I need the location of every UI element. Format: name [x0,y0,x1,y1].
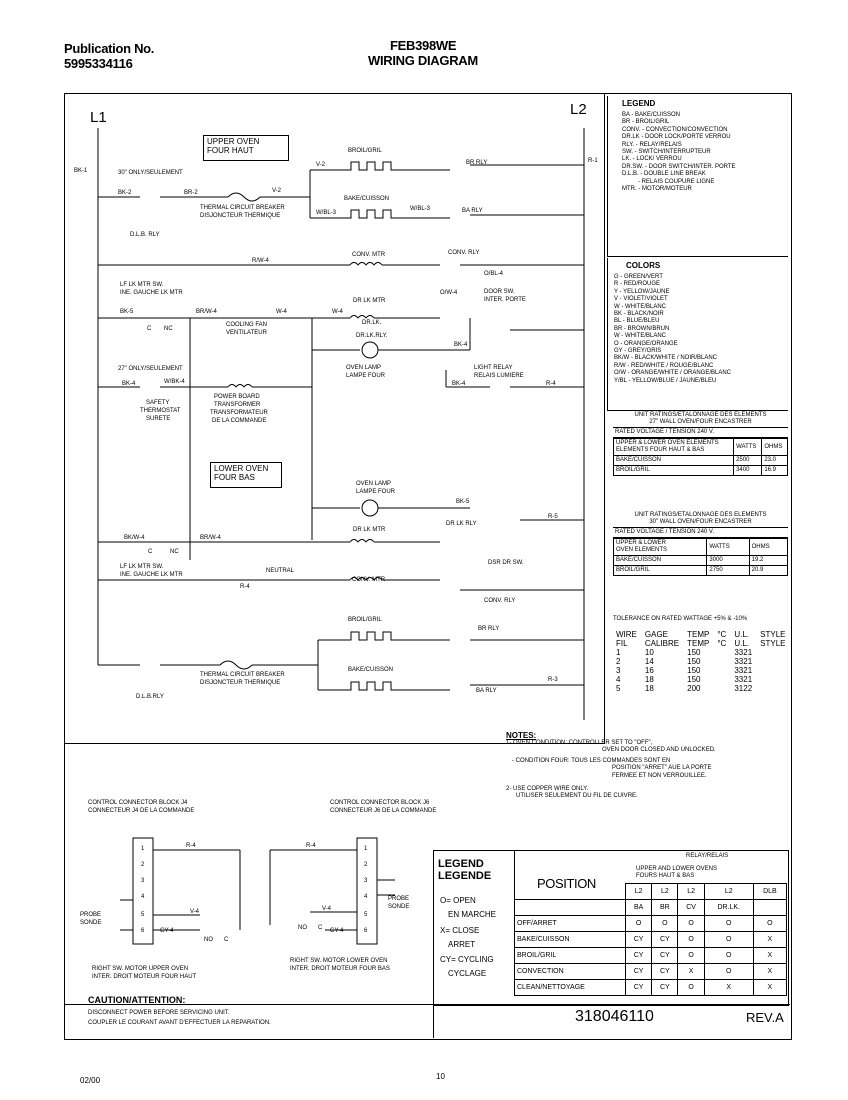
light-relay-label: LIGHT RELAY [474,365,513,371]
color-item: BL - BLUE/BLEU [614,318,660,325]
wire-label: W-4 [332,309,343,315]
table-row: 1 10 150 3321 [616,648,753,657]
wire-label: R/W-4 [252,258,269,264]
br-relay-label: BR RLY [466,160,488,166]
part-number: 318046110 [575,1008,654,1025]
legend-2-item: CY= CYCLING [440,955,494,964]
ratings-30-subtitle: 30" WALL OVEN/FOUR ENCASTRER [649,519,752,526]
table-row: 2 14 150 3321 [616,657,753,666]
publication-label: Publication No. [64,41,155,56]
terminal-label: 5 [364,912,368,918]
note-line: FERMEE ET NON VERROUILLEE. [612,772,707,779]
right-switch-lower-label: RIGHT SW. MOTOR LOWER OVEN [290,958,388,964]
caution-title: CAUTION/ATTENTION: [88,995,186,1005]
note-line: POSITION "ARRET" AUE LA PORTE [612,765,712,772]
legend-item: CONV. - CONVECTION/CONVECTION [622,126,728,133]
position-label: POSITION [537,876,596,891]
power-board-label: POWER BOARD [214,394,260,400]
ratings-27-block [613,412,788,476]
legend-item: MTR. - MOTOR/MOTEUR [622,186,692,193]
wire-label: R-4 [306,843,316,849]
wire-spec-table: WIRE GAGE TEMP °C U.L. STYLE FIL CALIBRE TEMP °C U.L. STYLE 1 10 150 3321 2 14 150 3321 3 16 150 3321 4 18 150 3321 5 18 200 3122 [612,630,789,693]
color-item: O/W - ORANGE/WHITE / ORANGE/BLANC [614,370,732,377]
relay-subtitle: UPPER AND LOWER OVENS [636,866,718,872]
page-number: 10 [436,1072,445,1081]
model-number: FEB398WE [390,38,457,53]
wire-label: R-5 [548,514,558,520]
position-table: L2 L2 L2 L2 DLB BA BR CV DR.LK. OFF/ARRET O O O O O BAKE/CUISSON CY CY O O X BROIL/GRIL CY CY O O X CONVECTION CY CY X O X CLEAN/NETTOYAGE CY CY O X X [514,883,787,996]
note-line: 1- OVEN CONDITION: CONTROLLER SET TO "OFF", [506,740,653,746]
wire-label: W/BK-4 [164,379,185,385]
probe-2-label: PROBE [388,896,410,902]
transformer-label: TRANSFORMER [214,402,261,408]
twenty7-only-label: 27" ONLY/SEULEMENT [118,366,183,372]
ratings-30-table [613,538,788,576]
wire-label: BK-1 [74,168,88,174]
table-row: OFF/ARRET O O O O O [515,916,787,932]
legend-panel [607,96,788,257]
ratings-30-col1b: OVEN ELEMENTS [616,547,668,554]
colors-title: COLORS [626,261,661,270]
surete-label: SURETE [146,416,171,422]
footer-date: 02/00 [80,1076,101,1085]
wire-label: V-4 [190,909,200,915]
conv-motor-2-label: CONV. MTR [352,577,386,583]
lower-bake-element-label: BAKE/CUISSON [348,667,394,673]
color-item: Y - YELLOW/JAUNE [614,288,670,295]
note-line: - CONDITION FOUR: TOUS LES COMMANDES SONT EN [512,757,671,764]
wire-label: BK/W-4 [124,535,145,541]
neutral-label: NEUTRAL [266,568,295,574]
table-row: 4 18 150 3321 [616,675,753,684]
table-row: BROIL/GRIL 3400 16.9 [614,466,788,476]
ratings-27-voltage: RATED VOLTAGE / TENSION 240 V. [613,427,788,438]
notes-title: NOTES: [506,731,537,740]
note-line: 2- USE COPPER WIRE ONLY. [506,786,589,793]
notes-block [506,731,716,801]
nc-contact-2-label: NC [170,549,179,555]
bake-element-label: BAKE/CUISSON [344,196,390,202]
connector-j6-label: CONTROL CONNECTOR BLOCK J6 [330,800,430,806]
connector-j4-fr-label: CONNECTEUR J4 DE LA COMMANDE [88,808,195,814]
right-switch-lower-fr-label: INTER. DROIT MOTEUR FOUR BAS [290,966,390,972]
legend-item: SW. - SWITCH/INTERRUPTEUR [622,149,711,156]
wire-label: W/BL-3 [316,210,337,216]
drlk-relay-label: DR.LK.RLY. [356,333,388,339]
wire-label: BK-4 [454,342,468,348]
wire-label: R-4 [186,843,196,849]
diagram-title: WIRING DIAGRAM [368,53,478,68]
legend-item: DR.SW. - DOOR SWITCH/INTER. PORTE [622,163,736,170]
color-item: W - WHITE/BLANC [614,303,666,310]
wire-label: O/BL-4 [484,271,504,277]
terminal-label: 3 [364,878,368,884]
wire-label: BK-4 [452,381,466,387]
revision-label: REV.A [746,1010,784,1025]
wire-label: BR-2 [184,190,198,196]
wire-label: V-2 [316,162,326,168]
ratings-30-title: UNIT RATINGS/ETALONNAGE DES ELEMENTS [634,512,767,518]
legend-2-title: LEGEND [438,858,484,870]
lf-lk-switch-2-fr-label: INE. GAUCHE LK MTR [120,572,183,578]
note-line: OVEN DOOR CLOSED AND UNLOCKED. [602,747,716,754]
note-line: UTILISER SEULEMENT DU FIL DE CUIVRE. [516,793,638,800]
ratings-27-col1: UPPER & LOWER OVEN ELEMENTS [616,440,719,447]
inter-porte-label: INTER. PORTE [484,297,526,303]
wire-label: V-4 [322,906,332,912]
commande-label: DE LA COMMANDE [212,418,267,424]
wire-label: BR/W-4 [196,309,217,315]
relais-lumiere-label: RELAIS LUMIERE [474,373,524,379]
colors-panel [607,258,788,411]
wire-label: GY-4 [330,928,344,934]
nc-contact-label: NC [164,326,173,332]
legend-2-item: O= OPEN [440,896,476,905]
ratings-30-block [613,512,788,576]
legend-item: BA - BAKE/CUISSON [622,112,681,118]
lf-lk-switch-label: LF LK MTR SW. [120,282,164,288]
transformateur-label: TRANSFORMATEUR [210,410,268,416]
ratings-30-col1: UPPER & LOWER [616,540,667,547]
legend-item: - RELAIS COUPURE LIGNE [638,178,715,185]
dr-lk-motor-2-label: DR LK MTR [353,527,386,533]
relay-title: RELAY/RELAIS [686,853,729,859]
lf-lk-switch-fr-label: INE. GAUCHE LK MTR [120,290,183,296]
thermal-breaker-fr-label: DISJONCTEUR THERMIQUE [200,213,281,219]
color-item: V - VIOLET/VIOLET [614,296,668,303]
legend-2-item: ARRET [448,940,476,949]
ba-relay-label: BA RLY [462,208,483,214]
wire-label: BK-2 [118,190,132,196]
table-row: CLEAN/NETTOYAGE CY CY O X X [515,980,787,996]
ratings-27-subtitle: 27" WALL OVEN/FOUR ENCASTRER [649,419,752,426]
color-item: W - WHITE/BLANC [614,333,666,340]
conv-motor-label: CONV. MTR [352,252,386,258]
color-item: R - RED/ROUGE [614,281,661,288]
ratings-30-voltage: RATED VOLTAGE / TENSION 240 V. [613,527,788,538]
dr-lk-relay-label: DR LK RLY [446,521,477,527]
relay-subtitle-2: FOURS HAUT & BAS [636,873,695,879]
legend-2-item: X= CLOSE [440,926,480,935]
ba-relay-2-label: BA RLY [476,688,497,694]
publication-number: 5995334116 [64,56,133,71]
ratings-27-col2: WATTS [734,439,762,456]
wire-label: R-1 [588,158,598,164]
c-contact-label: C [224,937,229,943]
table-row: BAKE/CUISSON 3000 19.2 [614,556,788,566]
c-contact-2-label: C [318,925,323,931]
table-row: 5 18 200 3122 [616,684,753,693]
right-switch-upper-label: RIGHT SW. MOTOR UPPER OVEN [92,966,189,972]
br-relay-2-label: BR RLY [478,626,500,632]
dlb-relay-label: D.L.B. RLY [130,232,160,238]
color-item: BR - BROWN/BRUN [614,325,670,332]
c-contact-3-label: C [147,326,152,332]
oven-lamp-2-label: OVEN LAMP [356,481,392,487]
terminal-label: 1 [364,846,368,852]
conv-relay-2-label: CONV. RLY [484,598,516,604]
ratings-27-table [613,438,788,476]
right-switch-upper-fr-label: INTER. DROIT MOTEUR FOUR HAUT [92,974,197,980]
terminal-label: 2 [364,862,368,868]
table-row: BAKE/CUISSON CY CY O O X [515,932,787,948]
lower-oven-box [210,462,282,488]
table-row: BROIL/GRIL CY CY O O X [515,948,787,964]
color-item: BK - BLACK/NOIR [614,311,664,318]
oven-lamp-label: OVEN LAMP [346,365,382,371]
thermal-breaker-label: THERMAL CIRCUIT BREAKER [200,205,285,211]
ratings-27-title: UNIT RATINGS/ETALONNAGE DES ELEMENTS [634,412,767,418]
legend-2-title-fr: LEGENDE [438,870,492,882]
door-switch-label: DOOR SW. [484,289,515,295]
thirty-only-label: 30" ONLY/SEULEMENT [118,170,183,176]
terminal-label: 3 [141,878,145,884]
l1-label: L1 [90,109,107,126]
drlk-label: DR.LK. [362,320,382,326]
wire-label: BK-4 [122,381,136,387]
caution-line-2: COUPLER LE COURANT AVANT D'EFFECTUER LA REPARATION. [88,1020,271,1026]
four-haut-label: FOUR HAUT [207,146,254,155]
dr-lk-motor-label: DR LK MTR [353,298,386,304]
wire-label: V-2 [272,188,282,194]
wire-label: R-4 [240,584,250,590]
upper-oven-box [203,135,289,161]
terminal-label: 1 [141,846,145,852]
terminal-label: 4 [364,894,368,900]
wire-label: R-3 [548,677,558,683]
wire-label: BR/W-4 [200,535,221,541]
wire-label: W-4 [276,309,287,315]
safety-label: SAFETY [146,400,170,406]
wire-label: GY-4 [160,928,174,934]
color-item: Y/BL - YELLOW/BLUE / JAUNE/BLEU [614,377,717,384]
conv-relay-label: CONV. RLY [448,250,480,256]
terminal-label: 2 [141,862,145,868]
table-row: 3 16 150 3321 [616,666,753,675]
broil-element-label: BROIL/GRIL [348,148,382,154]
sonde-label: SONDE [80,920,102,926]
wire-label: BK-5 [456,499,470,505]
wire-label: W/BL-3 [410,206,431,212]
sonde-2-label: SONDE [388,904,410,910]
lampe-four-label: LAMPE FOUR [346,373,386,379]
color-item: O - ORANGE/ORANGE [614,340,678,347]
thermostat-label: THERMOSTAT [140,408,181,414]
ventilateur-label: VENTILATEUR [226,330,267,336]
lower-oven-label: LOWER OVEN [214,464,269,473]
c-contact-4-label: C [148,549,153,555]
lampe-four-2-label: LAMPE FOUR [356,489,396,495]
wire-label: O/W-4 [440,290,458,296]
no-contact-2-label: NO [298,925,307,931]
four-bas-label: FOUR BAS [214,473,255,482]
legend-item: D.L.B. - DOUBLE LINE BREAK [622,171,706,178]
color-item: BK/W - BLACK/WHITE / NOIR/BLANC [614,355,718,362]
legend-item: BR - BROIL/GRIL [622,119,670,126]
terminal-label: 6 [364,928,368,934]
no-contact-label: NO [204,937,213,943]
dr-switch-label: DSR DR SW. [488,560,524,566]
l2-label: L2 [570,101,587,118]
upper-oven-label: UPPER OVEN [207,137,260,146]
cooling-fan-label: COOLING FAN [226,322,268,328]
legend-item: RLY. - RELAY/RELAIS [622,141,682,148]
table-row: BAKE/CUISSON 2500 23.0 [614,456,788,466]
ratings-27-col3: OHMS [762,439,788,456]
wire-label: BK-5 [120,309,134,315]
terminal-label: 4 [141,894,145,900]
color-item: G - GREEN/VERT [614,274,663,280]
caution-line-1: DISCONNECT POWER BEFORE SERVICING UNIT. [88,1010,230,1016]
tolerance-note: TOLERANCE ON RATED WATTAGE +5% & -10% [613,616,748,622]
legend-2-item: EN MARCHE [448,910,497,919]
connector-j4-label: CONTROL CONNECTOR BLOCK J4 [88,800,188,806]
terminal-label: 6 [141,928,145,934]
ratings-27-col1b: ELEMENTS FOUR HAUT & BAS [616,447,705,454]
table-row: CONVECTION CY CY X O X [515,964,787,980]
legend-2-item: CYCLAGE [448,969,487,978]
thermal-breaker-2-label: THERMAL CIRCUIT BREAKER [200,672,285,678]
wire-label: R-4 [546,381,556,387]
table-row: BROIL/GRIL 2750 20.9 [614,566,788,576]
dlb-relay-2-label: D.L.B.RLY [136,694,164,700]
thermal-breaker-2-fr-label: DISJONCTEUR THERMIQUE [200,680,281,686]
probe-label: PROBE [80,912,102,918]
legend-item: DR.LK - DOOR LOCK/PORTE VERROU [622,134,731,141]
ratings-30-col3: OHMS [749,539,787,556]
color-item: GY - GREY/GRIS [614,348,662,355]
connector-j6-fr-label: CONNECTEUR J6 DE LA COMMANDE [330,808,437,814]
lf-lk-switch-2-label: LF LK MTR SW. [120,564,164,570]
color-item: R/W - RED/WHITE / ROUGE/BLANC [614,362,714,369]
legend-item: LK. - LOCK/ VERROU [622,156,682,163]
lower-broil-element-label: BROIL/GRIL [348,617,382,623]
legend-title: LEGEND [622,99,656,108]
ratings-30-col2: WATTS [707,539,749,556]
terminal-label: 5 [141,912,145,918]
